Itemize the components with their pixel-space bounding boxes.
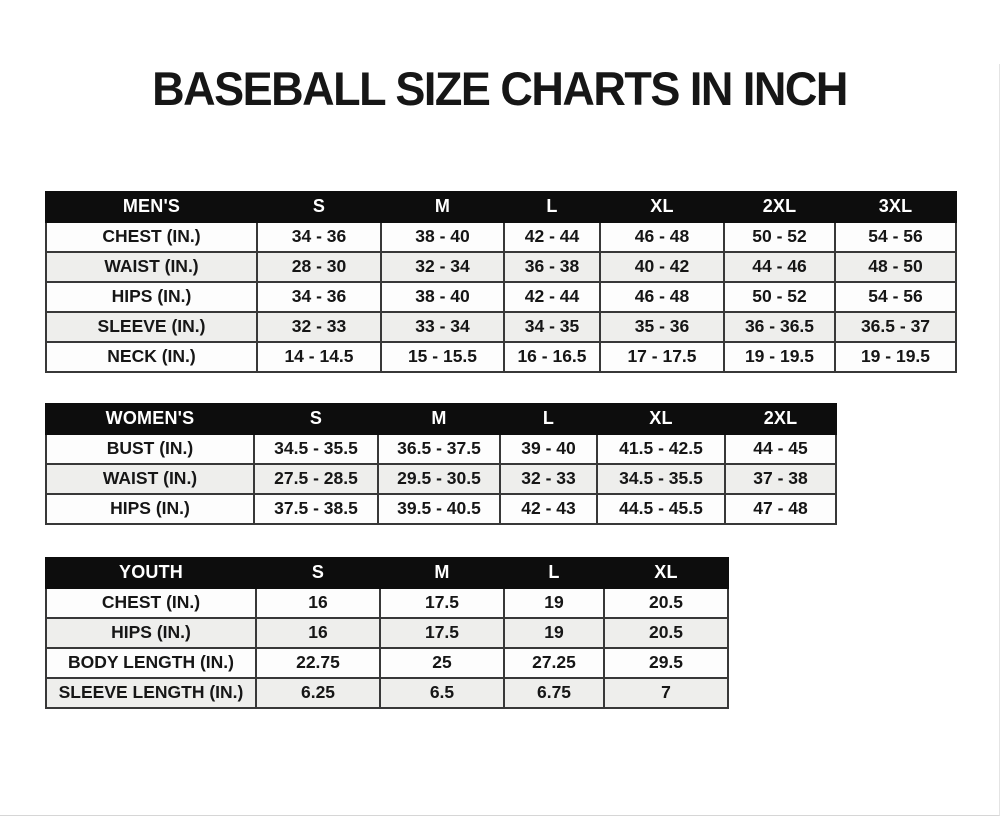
size-value-cell: 17 - 17.5: [600, 342, 724, 372]
size-column-header: S: [254, 404, 378, 434]
size-value-cell: 6.5: [380, 678, 504, 708]
measurement-label-cell: WAIST (IN.): [46, 464, 254, 494]
group-header-cell: WOMEN'S: [46, 404, 254, 434]
size-column-header: L: [504, 558, 604, 588]
size-value-cell: 15 - 15.5: [381, 342, 504, 372]
table-row: [46, 648, 728, 678]
size-value-cell: 32 - 33: [257, 312, 381, 342]
size-value-cell: 46 - 48: [600, 222, 724, 252]
size-value-cell: 17.5: [380, 588, 504, 618]
size-value-cell: 20.5: [604, 618, 728, 648]
group-header-cell: MEN'S: [46, 192, 257, 222]
table-row: [46, 222, 956, 252]
size-value-cell: 48 - 50: [835, 252, 956, 282]
size-value-cell: 39.5 - 40.5: [378, 494, 500, 524]
measurement-label-cell: CHEST (IN.): [46, 222, 257, 252]
size-value-cell: 7: [604, 678, 728, 708]
measurement-label-cell: NECK (IN.): [46, 342, 257, 372]
size-value-cell: 29.5: [604, 648, 728, 678]
measurement-label-cell: HIPS (IN.): [46, 618, 256, 648]
size-value-cell: 16: [256, 618, 380, 648]
size-value-cell: 50 - 52: [724, 282, 835, 312]
table-row: [46, 494, 836, 524]
page-title: BASEBALL SIZE CHARTS IN INCH: [152, 61, 847, 116]
size-column-header: 2XL: [725, 404, 836, 434]
size-value-cell: 35 - 36: [600, 312, 724, 342]
size-value-cell: 41.5 - 42.5: [597, 434, 725, 464]
size-value-cell: 46 - 48: [600, 282, 724, 312]
size-value-cell: 42 - 44: [504, 282, 600, 312]
table-row: [46, 464, 836, 494]
size-value-cell: 6.75: [504, 678, 604, 708]
size-value-cell: 44 - 45: [725, 434, 836, 464]
size-value-cell: 27.25: [504, 648, 604, 678]
measurement-label-cell: SLEEVE (IN.): [46, 312, 257, 342]
table-row: [46, 312, 956, 342]
size-column-header: M: [378, 404, 500, 434]
measurement-label-cell: SLEEVE LENGTH (IN.): [46, 678, 256, 708]
size-value-cell: 44 - 46: [724, 252, 835, 282]
size-column-header: L: [500, 404, 597, 434]
size-value-cell: 32 - 34: [381, 252, 504, 282]
size-column-header: 2XL: [724, 192, 835, 222]
size-value-cell: 34 - 35: [504, 312, 600, 342]
size-value-cell: 36 - 36.5: [724, 312, 835, 342]
size-value-cell: 34.5 - 35.5: [254, 434, 378, 464]
measurement-label-cell: WAIST (IN.): [46, 252, 257, 282]
size-column-header: 3XL: [835, 192, 956, 222]
size-column-header: S: [256, 558, 380, 588]
size-value-cell: 34.5 - 35.5: [597, 464, 725, 494]
size-value-cell: 36.5 - 37.5: [378, 434, 500, 464]
size-value-cell: 36 - 38: [504, 252, 600, 282]
group-header-cell: YOUTH: [46, 558, 256, 588]
table-row: [46, 252, 956, 282]
table-row: [46, 282, 956, 312]
table-row: [46, 588, 728, 618]
measurement-label-cell: CHEST (IN.): [46, 588, 256, 618]
size-column-header: L: [504, 192, 600, 222]
header-row: [46, 192, 956, 222]
size-column-header: M: [380, 558, 504, 588]
size-value-cell: 27.5 - 28.5: [254, 464, 378, 494]
size-value-cell: 33 - 34: [381, 312, 504, 342]
size-value-cell: 54 - 56: [835, 222, 956, 252]
size-value-cell: 19 - 19.5: [835, 342, 956, 372]
size-value-cell: 34 - 36: [257, 222, 381, 252]
youth-size-table: [45, 557, 729, 709]
size-value-cell: 40 - 42: [600, 252, 724, 282]
size-value-cell: 29.5 - 30.5: [378, 464, 500, 494]
size-column-header: XL: [597, 404, 725, 434]
measurement-label-cell: HIPS (IN.): [46, 494, 254, 524]
size-value-cell: 39 - 40: [500, 434, 597, 464]
size-value-cell: 17.5: [380, 618, 504, 648]
size-value-cell: 20.5: [604, 588, 728, 618]
size-value-cell: 38 - 40: [381, 282, 504, 312]
size-value-cell: 16: [256, 588, 380, 618]
size-value-cell: 25: [380, 648, 504, 678]
size-column-header: S: [257, 192, 381, 222]
size-value-cell: 19: [504, 588, 604, 618]
size-value-cell: 50 - 52: [724, 222, 835, 252]
table-row: [46, 342, 956, 372]
size-value-cell: 6.25: [256, 678, 380, 708]
mens-size-table: [45, 191, 957, 373]
womens-size-table: [45, 403, 837, 525]
size-value-cell: 54 - 56: [835, 282, 956, 312]
size-column-header: XL: [600, 192, 724, 222]
size-value-cell: 42 - 44: [504, 222, 600, 252]
size-value-cell: 28 - 30: [257, 252, 381, 282]
size-value-cell: 34 - 36: [257, 282, 381, 312]
size-value-cell: 19: [504, 618, 604, 648]
size-value-cell: 14 - 14.5: [257, 342, 381, 372]
size-value-cell: 19 - 19.5: [724, 342, 835, 372]
table-row: [46, 434, 836, 464]
measurement-label-cell: HIPS (IN.): [46, 282, 257, 312]
size-value-cell: 38 - 40: [381, 222, 504, 252]
size-column-header: M: [381, 192, 504, 222]
size-value-cell: 37 - 38: [725, 464, 836, 494]
table-row: [46, 678, 728, 708]
size-column-header: XL: [604, 558, 728, 588]
size-value-cell: 22.75: [256, 648, 380, 678]
header-row: [46, 558, 728, 588]
size-value-cell: 47 - 48: [725, 494, 836, 524]
table-row: [46, 618, 728, 648]
size-value-cell: 32 - 33: [500, 464, 597, 494]
size-value-cell: 37.5 - 38.5: [254, 494, 378, 524]
size-value-cell: 36.5 - 37: [835, 312, 956, 342]
measurement-label-cell: BUST (IN.): [46, 434, 254, 464]
size-value-cell: 16 - 16.5: [504, 342, 600, 372]
measurement-label-cell: BODY LENGTH (IN.): [46, 648, 256, 678]
header-row: [46, 404, 836, 434]
size-chart-page: [0, 61, 1000, 816]
size-value-cell: 44.5 - 45.5: [597, 494, 725, 524]
size-value-cell: 42 - 43: [500, 494, 597, 524]
